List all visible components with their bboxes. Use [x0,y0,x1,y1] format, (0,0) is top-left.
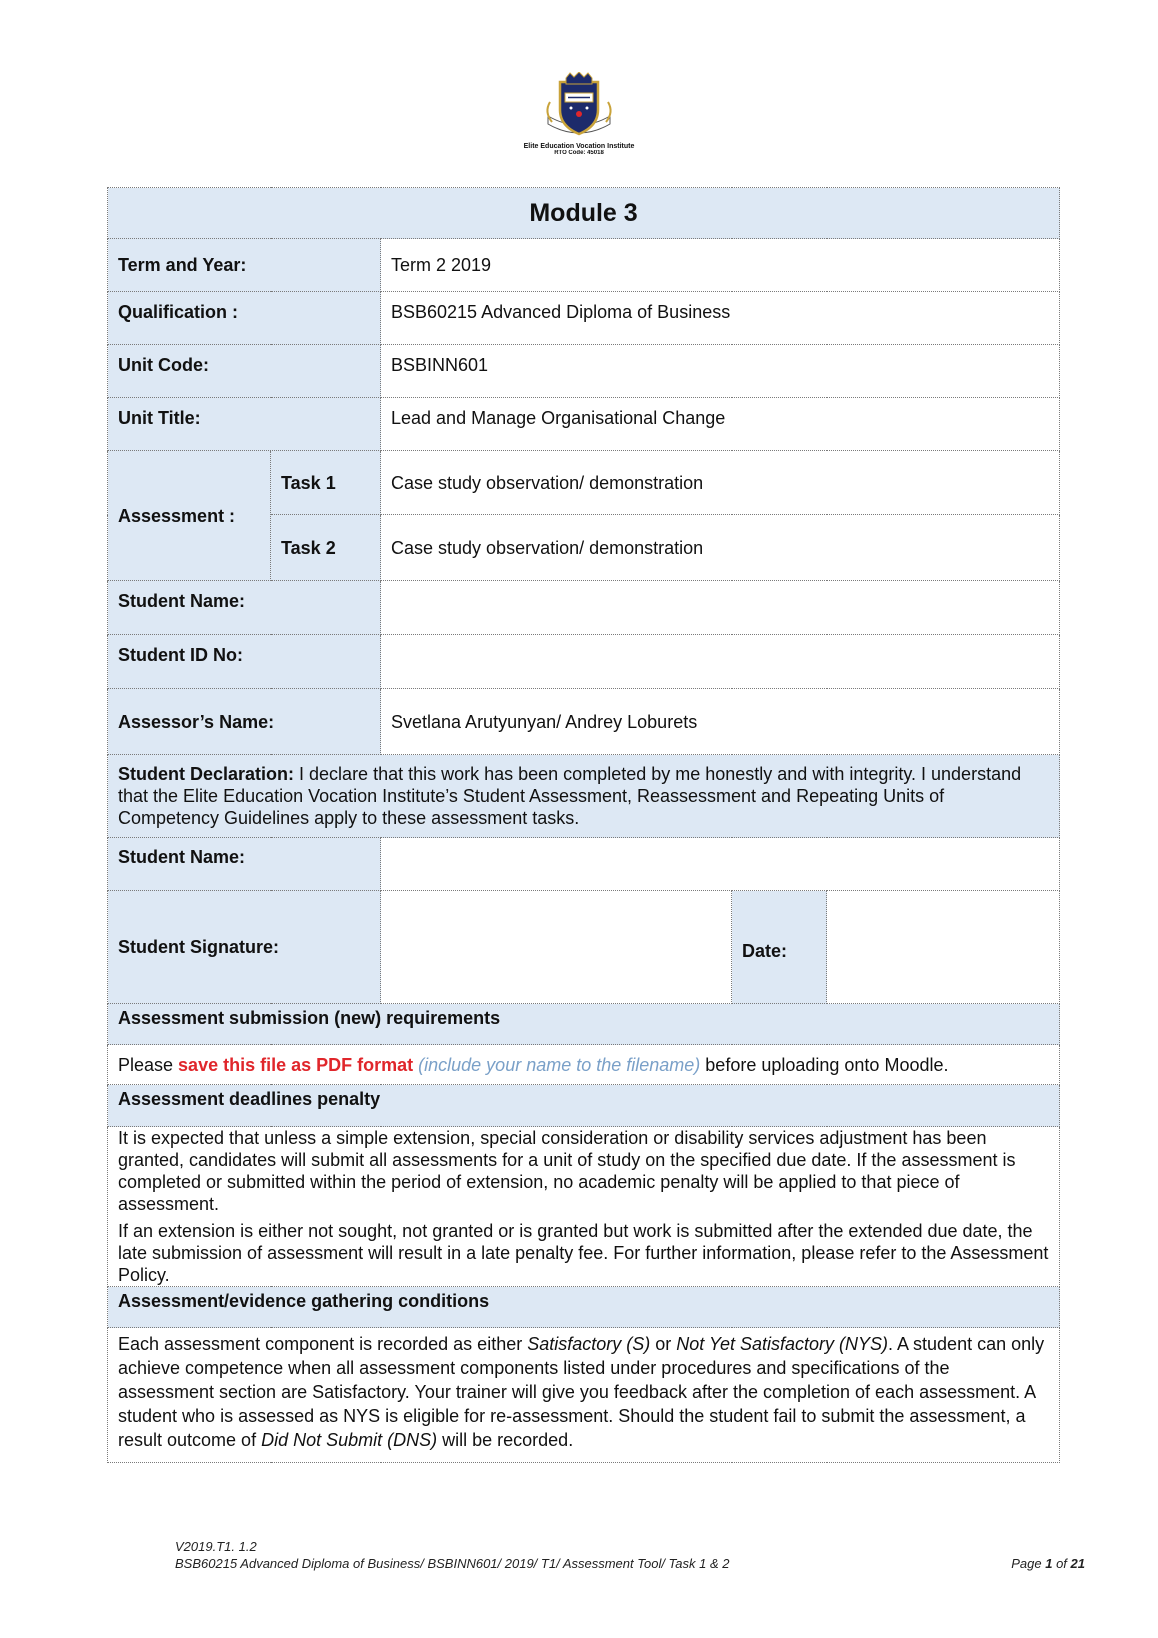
unit-code-label: Unit Code: [108,345,381,398]
task1-row [108,451,1060,515]
conditions-term-nys: Not Yet Satisfactory (NYS) [676,1334,889,1354]
student-id-row [108,635,1060,689]
declaration-text: I declare that this work has been completed by me honestly and with integrity. I understand that the Elite Education Vocation Institute’s Student Assessment, Reassessment and Repeating Units of Competency Guidelines apply to these assessment tasks. [118,764,1022,828]
qualification-label: Qualification : [108,292,381,345]
institute-logo [0,72,1158,157]
student-name-label: Student Name: [108,581,381,635]
term-row [108,239,1060,292]
conditions-heading-row [108,1287,1060,1328]
unit-code-row [108,345,1060,398]
page-number [1011,1555,1085,1572]
unit-title-row [108,398,1060,451]
footer-path: BSB60215 Advanced Diploma of Business/ BSBINN601/ 2019/ T1/ Assessment Tool/ Task 1 & 2 [175,1556,730,1571]
task2-label: Task 2 [271,515,381,581]
conditions-text-4: will be recorded. [437,1430,574,1450]
submission-hint: (include your name to the filename) [413,1054,701,1075]
assessor-value: Svetlana Arutyunyan/ Andrey Loburets [381,689,1060,755]
rto-code: RTO Code: 45018 [554,150,604,156]
conditions-text-3: . A student can only achieve competence when all assessment components listed under procedures and specifications of the assessment section are Satisfactory. Your trainer will give you feedback after the completion of each assessment. A student who is assessed as NYS is eligible for re-assessment. Should the student fail to submit the assessment, a result outcome of [118,1334,1045,1450]
conditions-body [108,1328,1060,1463]
title-row [108,188,1060,239]
deadlines-heading: Assessment deadlines penalty [108,1085,1060,1127]
qualification-value: BSB60215 Advanced Diploma of Business [381,292,1060,345]
unit-title-label: Unit Title: [108,398,381,451]
signature-row [108,891,1060,1004]
student-id-label: Student ID No: [108,635,381,689]
unit-code-value: BSBINN601 [381,345,1060,398]
page-mid: of [1052,1556,1071,1571]
page-title: Module 3 [108,188,1060,239]
term-value: Term 2 2019 [381,239,1060,292]
submission-emphasis: save this file as PDF format [178,1054,414,1075]
page-footer [175,1538,1085,1572]
signoff-name-row [108,838,1060,891]
submission-heading: Assessment submission (new) requirements [108,1004,1060,1045]
footer-version: V2019.T1. 1.2 [175,1539,257,1554]
task2-value: Case study observation/ demonstration [381,515,1060,581]
page-current: 1 [1045,1556,1053,1571]
assessor-row [108,689,1060,755]
conditions-text-2: or [650,1334,677,1354]
crest-icon [540,72,618,142]
submission-instruction [108,1045,1060,1085]
student-id-field[interactable] [381,635,1060,689]
term-label: Term and Year: [108,239,381,292]
conditions-heading: Assessment/evidence gathering conditions [108,1287,1060,1328]
assessment-label: Assessment : [108,451,271,581]
task1-label: Task 1 [271,451,381,515]
assessor-label: Assessor’s Name: [108,689,381,755]
signoff-name-field[interactable] [381,838,1060,891]
declaration-label: Student Declaration: [118,764,295,784]
conditions-text-1: Each assessment component is recorded as either [118,1334,528,1354]
page-prefix: Page [1011,1556,1046,1571]
submission-row [108,1045,1060,1085]
submission-suffix: before uploading onto Moodle. [700,1054,949,1075]
unit-title-value: Lead and Manage Organisational Change [381,398,1060,451]
cover-sheet-table [107,187,1060,1463]
declaration-row [108,755,1060,838]
qualification-row [108,292,1060,345]
date-field[interactable] [827,891,1060,1004]
conditions-term-satisfactory: Satisfactory (S) [527,1334,651,1354]
signoff-name-label: Student Name: [108,838,381,891]
student-name-field[interactable] [381,581,1060,635]
deadlines-row [108,1127,1060,1287]
declaration-cell [108,755,1060,838]
deadlines-body [108,1127,1060,1287]
conditions-term-dns: Did Not Submit (DNS) [261,1430,438,1450]
conditions-row [108,1328,1060,1463]
student-name-row [108,581,1060,635]
submission-prefix: Please [118,1054,179,1075]
page-total: 21 [1070,1556,1085,1571]
signature-label: Student Signature: [108,891,381,1004]
signature-field[interactable] [381,891,732,1004]
deadlines-paragraph-2: If an extension is either not sought, not granted or is granted but work is submitted after the extended due date, the late submission of assessment will result in a late penalty fee. For further information, please refer to the Assessment Policy. [118,1221,1049,1285]
institute-name: Elite Education Vocation Institute [523,143,635,150]
deadlines-heading-row [108,1085,1060,1127]
date-label: Date: [732,891,827,1004]
submission-heading-row [108,1004,1060,1045]
deadlines-paragraph-1: It is expected that unless a simple extension, special consideration or disability services adjustment has been granted, candidates will submit all assessments for a unit of study on the specified due date. If the assessment is completed or submitted within the period of extension, no academic penalty will be applied to that piece of assessment. [118,1128,1016,1214]
task1-value: Case study observation/ demonstration [381,451,1060,515]
